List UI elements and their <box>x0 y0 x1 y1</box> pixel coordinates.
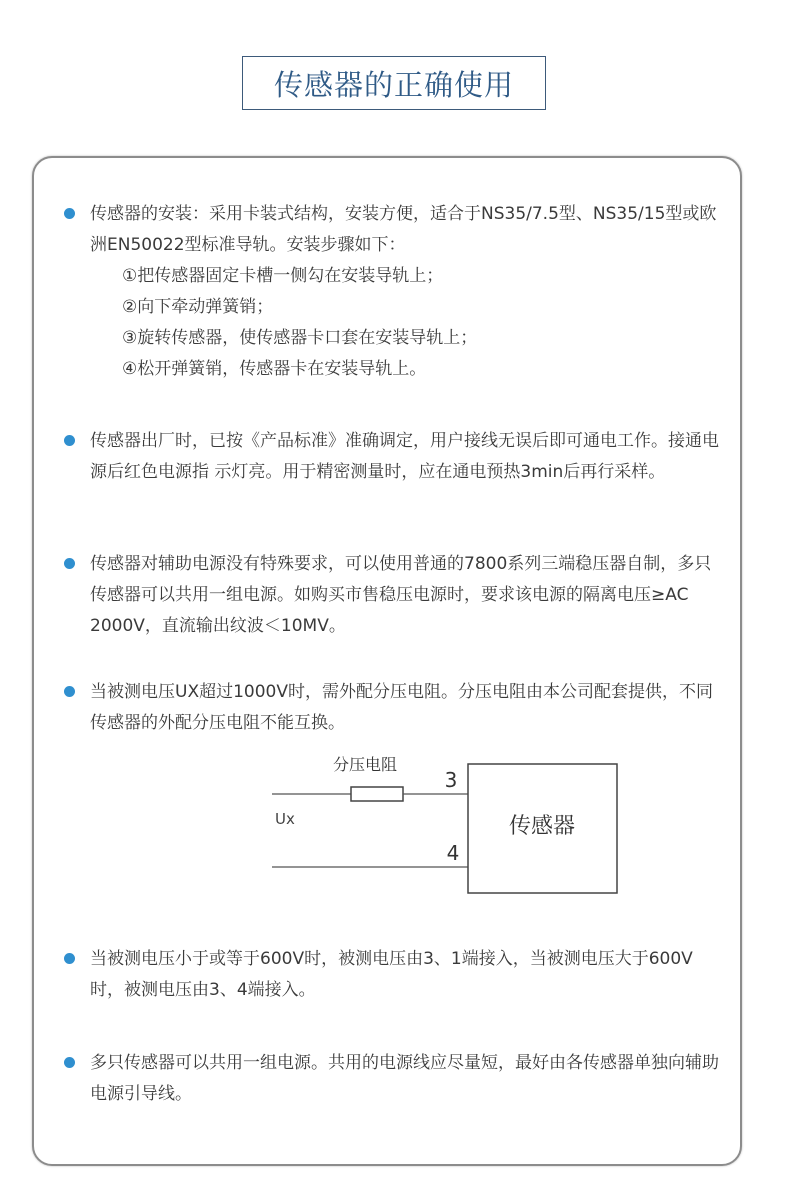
terminal-4-label: 4 <box>446 841 460 865</box>
install-step: ④松开弹簧销，传感器卡在安装导轨上。 <box>122 359 427 379</box>
install-step: ②向下牵动弹簧销； <box>122 297 274 317</box>
section-installation <box>60 199 720 385</box>
wiring-diagram <box>265 750 625 900</box>
resistor-symbol <box>351 787 403 801</box>
section-text: 传感器的安装：采用卡装式结构，安装方便，适合于NS35/7.5型、NS35/15型或欧洲EN50022型标准导轨。安装步骤如下： <box>90 204 717 255</box>
section-text: 当被测电压UX超过1000V时，需外配分压电阻。分压电阻由本公司配套提供，不同传感器的外配分压电阻不能互换。 <box>90 682 713 733</box>
install-step: ③旋转传感器，使传感器卡口套在安装导轨上； <box>122 328 478 348</box>
bullet-dot <box>64 1057 75 1068</box>
bullet-dot <box>64 953 75 964</box>
bullet-dot <box>64 208 75 219</box>
section-text: 多只传感器可以共用一组电源。共用的电源线应尽量短，最好由各传感器单独向辅助电源引导线。 <box>90 1053 719 1104</box>
section-shared-power <box>60 1048 720 1110</box>
section-divider-resistor <box>60 677 720 739</box>
section-text: 当被测电压小于或等于600V时，被测电压由3、1端接入，当被测电压大于600V时，被测电压由3、4端接入。 <box>90 949 693 1000</box>
section-text: 传感器出厂时，已按《产品标准》准确调定，用户接线无误后即可通电工作。接通电源后红色电源指 示灯亮。用于精密测量时，应在通电预热3min后再行采样。 <box>90 431 719 482</box>
bullet-dot <box>64 435 75 446</box>
section-power-supply <box>60 549 720 642</box>
bullet-dot <box>64 558 75 569</box>
section-text: 传感器对辅助电源没有特殊要求，可以使用普通的7800系列三端稳压器自制，多只传感器可以共用一组电源。如购买市售稳压电源时，要求该电源的隔离电压≥AC 2000V，直流输出纹波＜10MV。 <box>90 554 712 636</box>
page-title: 传感器的正确使用 <box>242 56 546 110</box>
install-step: ①把传感器固定卡槽一侧勾在安装导轨上； <box>122 266 444 286</box>
sensor-box-label: 传感器 <box>508 814 576 839</box>
resistor-label: 分压电阻 <box>332 755 398 774</box>
bullet-dot <box>64 686 75 697</box>
section-terminal-wiring <box>60 944 720 1006</box>
terminal-3-label: 3 <box>444 768 458 792</box>
input-voltage-label: Ux <box>275 810 295 828</box>
section-calibration <box>60 426 720 488</box>
